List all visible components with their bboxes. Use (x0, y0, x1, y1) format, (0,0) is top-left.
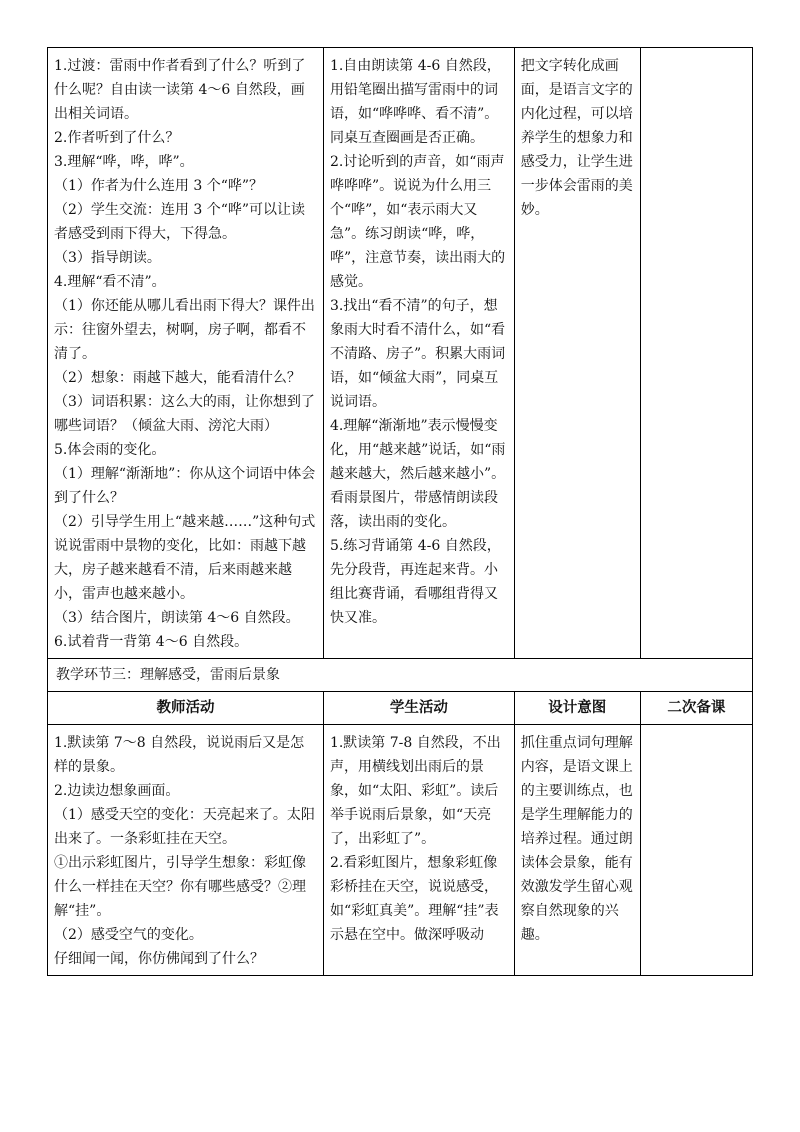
teacher-line: 1.默读第 7～8 自然段，说说雨后又是怎样的景象。 (54, 735, 305, 775)
teacher-line: （1）作者为什么连用 3 个“哗”？ (54, 178, 264, 194)
section-title: 教学环节三：理解感受，雷雨后景象 (48, 659, 753, 692)
table-row (48, 725, 753, 976)
teacher-line: （2）学生交流：连用 3 个“哗”可以让读者感受到雨下得大，下得急。 (54, 202, 306, 242)
teacher-line: （3）结合图片，朗读第 4～6 自然段。 (54, 610, 300, 626)
teacher-line: 4.理解“看不清”。 (54, 274, 166, 290)
lesson-plan-table (47, 47, 753, 976)
header-row (48, 692, 753, 725)
header-student-activity: 学生活动 (323, 692, 514, 725)
teacher-line: （1）你还能从哪儿看出雨下得大？课件出示：往窗外望去，树啊，房子啊，都看不清了。 (54, 298, 315, 362)
teacher-line: （1）理解“渐渐地”：你从这个词语中体会到了什么？ (54, 466, 316, 506)
table-row (48, 48, 753, 659)
second-prep-cell (640, 725, 752, 976)
teacher-activity-cell (48, 725, 324, 976)
lesson-plan-page (47, 47, 753, 976)
teacher-line: 5.体会雨的变化。 (54, 442, 166, 458)
teacher-line: 1.过渡：雷雨中作者看到了什么？听到了什么呢？自由读一读第 4～6 自然段，画出相关词语。 (54, 58, 306, 122)
student-line: 4.理解“渐渐地”表示慢慢变化，用“越来越”说话，如“雨越来越大，然后越来越小”。看雨景图片，带感情朗读段落，读出雨的变化。 (329, 418, 506, 530)
teacher-line: （2）引导学生用上“越来越……”这种句式说说雷雨中景物的变化，比如：雨越下越大，房子越来越看不清，后来雨越来越小，雷声也越来越小。 (54, 514, 316, 602)
teacher-line: （1）感受天空的变化：天亮起来了。太阳出来了。一条彩虹挂在天空。 (54, 807, 315, 847)
header-second-prep: 二次备课 (640, 692, 752, 725)
header-teacher-activity: 教师活动 (48, 692, 324, 725)
student-activity-cell (323, 725, 514, 976)
teacher-line: ①出示彩虹图片，引导学生想象：彩虹像什么一样挂在天空？你有哪些感受？②理解“挂”。 (54, 855, 306, 919)
teacher-line: 2.边读边想象画面。 (54, 783, 180, 799)
student-line: 2.看彩虹图片，想象彩虹像彩桥挂在天空，说说感受，如“彩虹真美”。理解“挂”表示悬在空中。做深呼吸动 (329, 855, 499, 943)
teacher-line: 3.理解“哗，哗，哗”。 (54, 154, 194, 170)
teacher-line: （2）感受空气的变化。 (54, 927, 203, 943)
teacher-line: （2）想象：雨越下越大，能看清什么？（3）词语积累：这么大的雨，让你想到了哪些词语？（倾盆大雨、滂沱大雨） (54, 370, 315, 434)
teacher-line: 仔细闻一闻，你仿佛闻到了什么？ (54, 951, 264, 967)
header-design-intent: 设计意图 (514, 692, 640, 725)
student-line: 3.找出“看不清”的句子，想象雨大时看不清什么，如“看不清路、房子”。积累大雨词语，如“倾盆大雨”，同桌互说词语。 (329, 298, 506, 410)
teacher-line: 6.试着背一背第 4～6 自然段。 (54, 634, 249, 650)
student-line: 5.练习背诵第 4-6 自然段，先分段背，再连起来背。小组比赛背诵，看哪组背得又快又准。 (329, 538, 501, 626)
design-intent-cell (514, 725, 640, 976)
section-row (48, 659, 753, 692)
intent-text: 把文字转化成画面，是语言文字的内化过程，可以培养学生的想象力和感受力，让学生进一步体会雷雨的美妙。 (520, 58, 633, 218)
student-line: 2.讨论听到的声音，如“雨声哗哗哗”。说说为什么用三个“哗”，如“表示雨大又急”。练习朗读“哗，哗，哗”，注意节奏，读出雨大的感觉。 (329, 154, 506, 290)
intent-text: 抓住重点词句理解内容，是语文课上的主要训练点，也是学生理解能力的培养过程。通过朗读体会景象，能有效激发学生留心观察自然现象的兴趣。 (520, 735, 633, 943)
second-prep-cell (640, 48, 752, 659)
teacher-line: （3）指导朗读。 (54, 250, 161, 266)
student-activity-cell (323, 48, 514, 659)
teacher-activity-cell (48, 48, 324, 659)
student-line: 1.默读第 7-8 自然段，不出声，用横线划出雨后的景象，如“太阳、彩虹”。读后举手说雨后景象，如“天亮了，出彩虹了”。 (329, 735, 501, 847)
design-intent-cell (514, 48, 640, 659)
teacher-line: 2.作者听到了什么？ (54, 130, 180, 146)
student-line: 1.自由朗读第 4-6 自然段，用铅笔圈出描写雷雨中的词语，如“哗哗哗、看不清”。同桌互查圈画是否正确。 (329, 58, 501, 146)
